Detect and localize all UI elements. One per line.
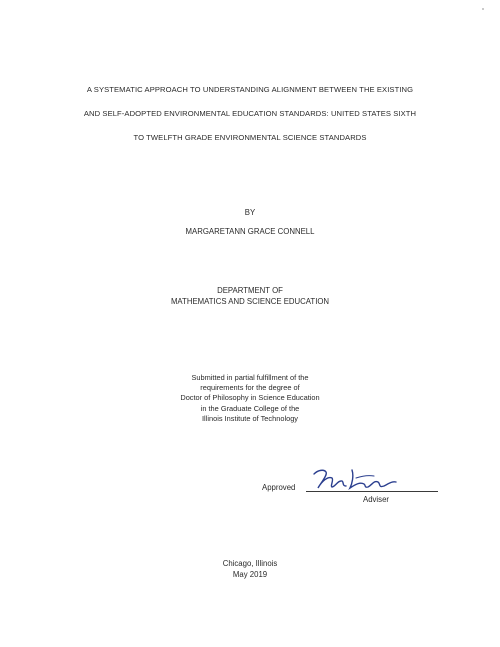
adviser-signature <box>308 466 398 492</box>
title-line-2: AND SELF-ADOPTED ENVIRONMENTAL EDUCATION STANDARDS: UNITED STATES SIXTH <box>83 109 417 118</box>
place: Chicago, Illinois <box>222 559 278 568</box>
title-line-3: TO TWELFTH GRADE ENVIRONMENTAL SCIENCE STANDARDS <box>133 133 367 142</box>
approved-label: Approved <box>262 483 296 492</box>
title-line-1: A SYSTEMATIC APPROACH TO UNDERSTANDING ALIGNMENT BETWEEN THE EXISTING <box>86 85 414 94</box>
by-label: BY <box>244 208 256 217</box>
signature-line <box>306 491 438 492</box>
thesis-title <box>0 78 500 150</box>
submission-line-3: Doctor of Philosophy in Science Education <box>180 393 320 403</box>
adviser-label: Adviser <box>363 495 389 504</box>
author-name: MARGARETANN GRACE CONNELL <box>185 227 315 236</box>
scan-speck <box>482 8 484 10</box>
submission-line-5: Illinois Institute of Technology <box>202 413 298 423</box>
approval-block <box>258 466 448 506</box>
submission-line-1: Submitted in partial fulfillment of the <box>191 373 309 382</box>
department <box>0 286 500 307</box>
submission-line-4: in the Graduate College of the <box>200 403 300 413</box>
submission-line-2: requirements for the degree of <box>200 383 300 393</box>
department-line-2: MATHEMATICS AND SCIENCE EDUCATION <box>170 296 330 306</box>
date: May 2019 <box>232 570 268 579</box>
department-line-1: DEPARTMENT OF <box>217 286 283 295</box>
submission-statement <box>0 373 500 424</box>
